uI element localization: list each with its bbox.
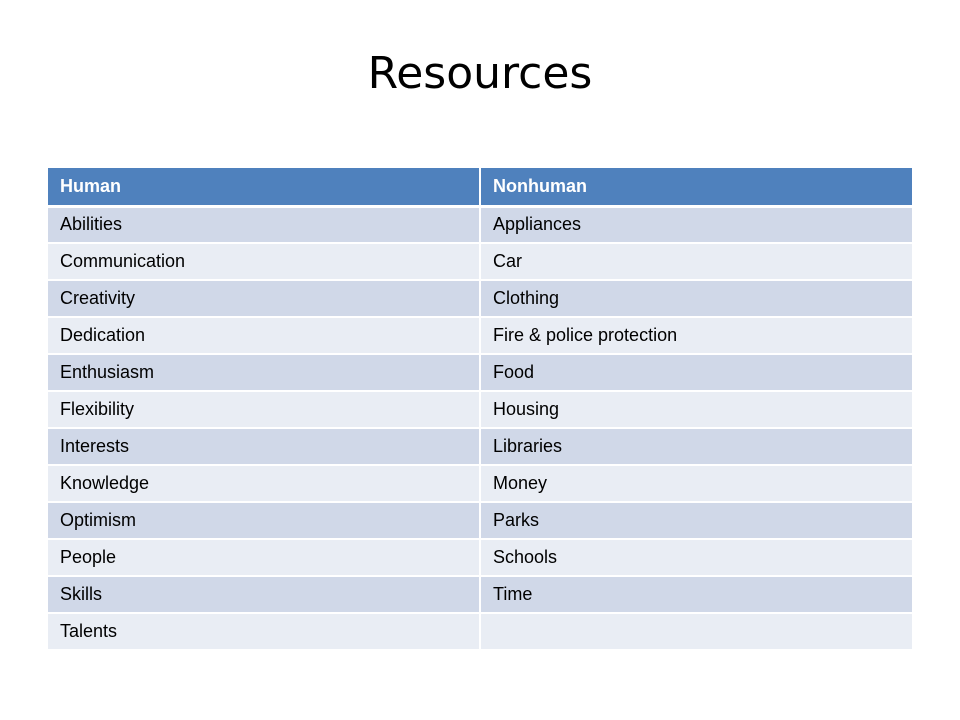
human-cell: Talents: [48, 613, 480, 650]
nonhuman-cell: Fire & police protection: [480, 317, 912, 354]
nonhuman-cell: Appliances: [480, 206, 912, 243]
nonhuman-cell: [480, 613, 912, 650]
nonhuman-cell: Clothing: [480, 280, 912, 317]
table-header-row: [48, 168, 912, 206]
table-row: [48, 465, 912, 502]
table-row: [48, 243, 912, 280]
human-cell: Knowledge: [48, 465, 480, 502]
human-cell: Communication: [48, 243, 480, 280]
nonhuman-cell: Food: [480, 354, 912, 391]
human-cell: Optimism: [48, 502, 480, 539]
nonhuman-cell: Money: [480, 465, 912, 502]
header-nonhuman: Nonhuman: [480, 168, 912, 206]
nonhuman-cell: Schools: [480, 539, 912, 576]
nonhuman-cell: Parks: [480, 502, 912, 539]
table-row: [48, 280, 912, 317]
human-cell: Flexibility: [48, 391, 480, 428]
table-row: [48, 428, 912, 465]
human-cell: Abilities: [48, 206, 480, 243]
human-cell: Creativity: [48, 280, 480, 317]
table-row: [48, 391, 912, 428]
table-row: [48, 576, 912, 613]
table-row: [48, 613, 912, 650]
slide-title: Resources: [367, 48, 593, 99]
human-cell: People: [48, 539, 480, 576]
human-cell: Dedication: [48, 317, 480, 354]
nonhuman-cell: Time: [480, 576, 912, 613]
human-cell: Skills: [48, 576, 480, 613]
resources-table: [48, 168, 912, 651]
table-row: [48, 354, 912, 391]
resources-table-container: [48, 168, 912, 651]
table-row: [48, 502, 912, 539]
human-cell: Enthusiasm: [48, 354, 480, 391]
table-row: [48, 539, 912, 576]
header-human: Human: [48, 168, 480, 206]
table-row: [48, 206, 912, 243]
table-row: [48, 317, 912, 354]
human-cell: Interests: [48, 428, 480, 465]
nonhuman-cell: Car: [480, 243, 912, 280]
nonhuman-cell: Libraries: [480, 428, 912, 465]
nonhuman-cell: Housing: [480, 391, 912, 428]
